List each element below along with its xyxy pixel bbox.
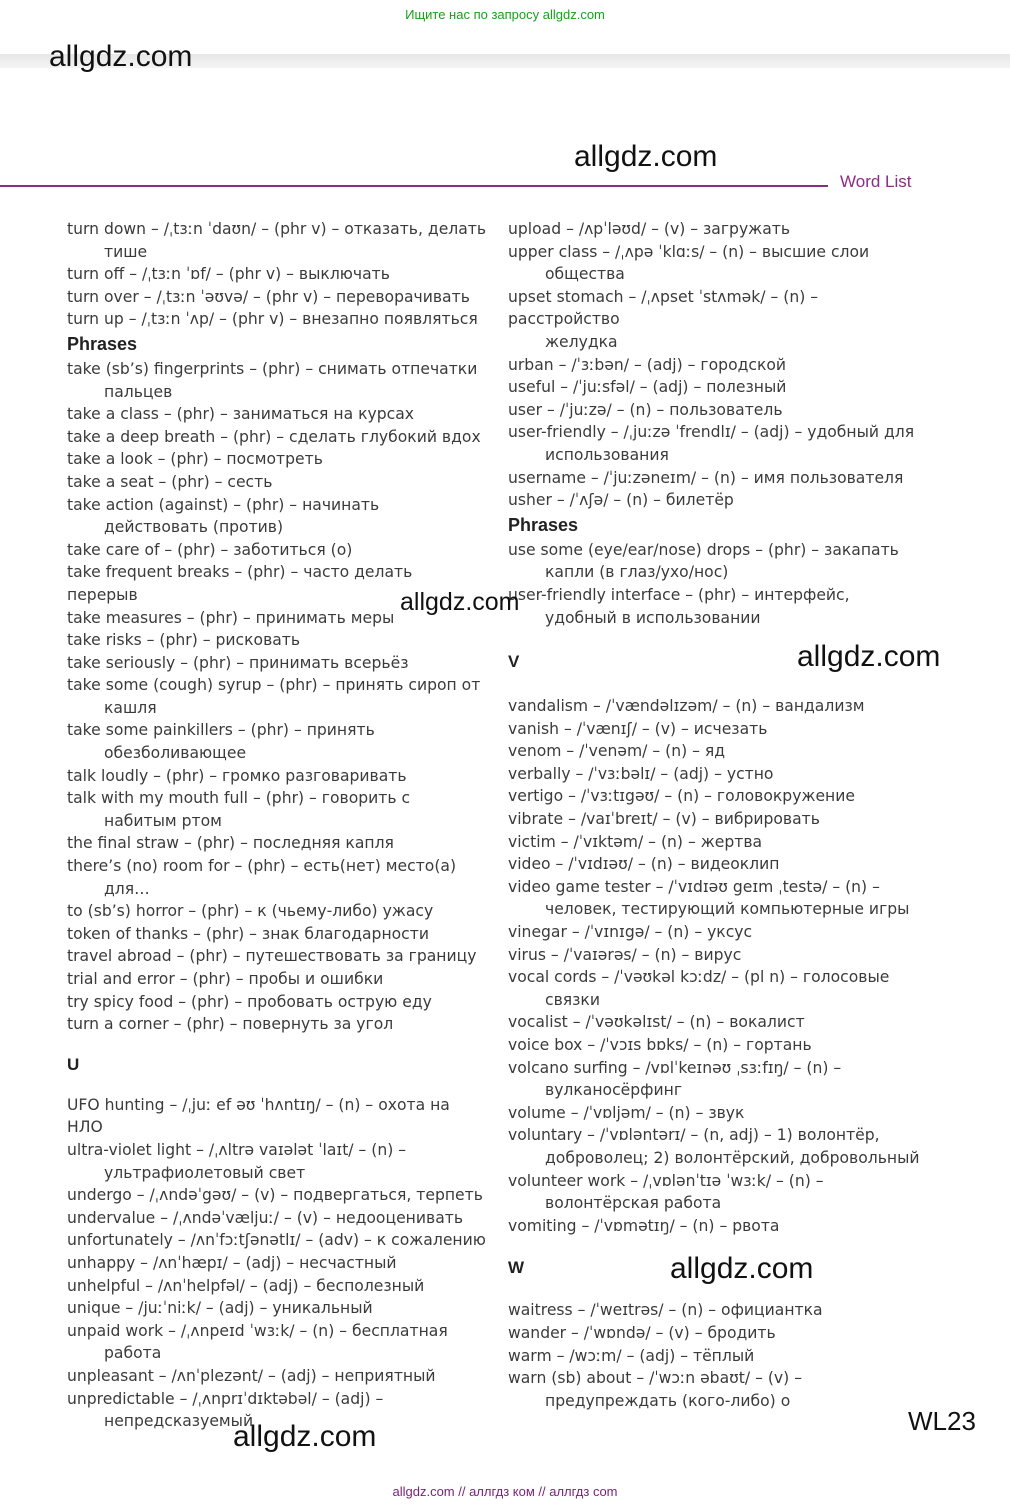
entry-text: take a look – (phr) – посмотреть (67, 450, 323, 469)
entry-text: waitress – /ˈweɪtrəs/ – (n) – официантка (508, 1301, 823, 1320)
entry-text: UFO hunting – /ˌjuː ef əʊ ˈhʌntɪŋ/ – (n) – охота на НЛО (67, 1095, 450, 1137)
word-entry (67, 539, 487, 562)
entry-text: upset stomach – /ˌʌpset ˈstʌmək/ – (n) – расстройство (508, 287, 819, 329)
entry-text: vibrate – /vaɪˈbreɪt/ – (v) – вибрировать (508, 810, 820, 829)
page-number: WL23 (908, 1406, 976, 1436)
word-entry (67, 787, 487, 832)
word-entry (67, 765, 487, 788)
word-entry (508, 376, 928, 399)
entry-text: video game tester – /ˈvɪdɪəʊ geɪm ˌtestə/ – (n) – (508, 877, 880, 896)
word-entry (67, 494, 487, 539)
entry-continuation: набитым ртом (104, 811, 222, 830)
right-column (508, 218, 928, 1412)
entry-text: take care of – (phr) – заботиться (о) (67, 540, 353, 559)
entry-text: take some painkillers – (phr) – принять (67, 721, 375, 740)
word-entry (508, 1170, 928, 1215)
entry-text: verbally – /ˈvɜːbəlɪ/ – (adj) – устно (508, 764, 774, 783)
entry-text: unfortunately – /ʌnˈfɔːtʃənətlɪ/ – (adv) – к сожалению (67, 1231, 486, 1250)
word-entry (67, 308, 487, 331)
word-entry (508, 853, 928, 876)
word-entry (508, 1299, 928, 1322)
watermark: allgdz.com (670, 1252, 814, 1285)
word-entry (67, 855, 487, 900)
entry-text: useful – /ˈjuːsfəl/ – (adj) – полезный (508, 378, 787, 397)
word-entry (508, 1102, 928, 1125)
spacer (67, 1036, 487, 1054)
watermark: allgdz.com (574, 140, 718, 173)
left-column (67, 218, 487, 1433)
entry-text: undergo – /ˌʌndəˈgəʊ/ – (v) – подвергаться, терпеть (67, 1186, 483, 1205)
entry-text: there’s (no) room for – (phr) – есть(нет) место(а) (67, 857, 457, 876)
word-entry (508, 966, 928, 1011)
entry-text: voice box – /ˈvɔɪs bɒks/ – (n) – гортань (508, 1036, 812, 1054)
entry-continuation: обезболивающее (104, 744, 247, 763)
word-entry (508, 718, 928, 741)
entry-continuation: вулканосёрфинг (545, 1081, 683, 1100)
section-title: Word List (840, 172, 912, 191)
word-entry (508, 808, 928, 831)
entry-text: talk loudly – (phr) – громко разговаривать (67, 766, 407, 785)
word-entry (508, 1322, 928, 1345)
entry-text: take risks – (phr) – рисковать (67, 631, 301, 650)
word-entry (67, 719, 487, 764)
entry-continuation: пальцев (104, 382, 173, 401)
entry-text: victim – /ˈvɪktəm/ – (n) – жертва (508, 832, 763, 851)
watermark: allgdz.com (49, 40, 193, 73)
entry-text: user-friendly interface – (phr) – интерфейс, (508, 585, 850, 604)
entry-text: user – /ˈjuːzə/ – (n) – пользователь (508, 400, 783, 419)
word-entry (508, 921, 928, 944)
entry-text: warn (sb) about – /ˈwɔːn əbaʊt/ – (v) – (508, 1369, 802, 1388)
entry-text: ultra-violet light – /ˌʌltrə vaɪələt ˈlaɪt/ – (n) – (67, 1140, 407, 1159)
word-entry (508, 218, 928, 241)
entry-continuation: капли (в глаз/ухо/нос) (545, 563, 729, 582)
entry-text: take a deep breath – (phr) – сделать глубокий вдох (67, 427, 481, 446)
word-entry (67, 629, 487, 652)
entry-text: turn off – /ˌtɜːn ˈɒf/ – (phr v) – выключать (67, 265, 390, 284)
entry-text: the final straw – (phr) – последняя капля (67, 834, 394, 853)
watermark: allgdz.com (233, 1420, 377, 1453)
word-entry (508, 354, 928, 377)
entry-text: take action (against) – (phr) – начинать (67, 495, 380, 514)
phrases-heading: Phrases (67, 333, 138, 354)
spacer (67, 1076, 487, 1094)
phrases-heading: Phrases (508, 514, 579, 535)
word-entry (67, 1013, 487, 1036)
entry-continuation: связки (545, 990, 600, 1009)
word-entry (508, 241, 928, 286)
letter-heading-w: W (508, 1258, 525, 1278)
word-entry (508, 1057, 928, 1102)
entry-continuation: волонтёрская работа (545, 1194, 722, 1213)
entry-text: voluntary – /ˈvɒləntərɪ/ – (n, adj) – 1) волонтёр, (508, 1126, 880, 1145)
entry-text: upper class – /ˌʌpə ˈklɑːs/ – (n) – высшие слои (508, 242, 870, 261)
word-entry (67, 1275, 487, 1298)
entry-text: to (sb’s) horror – (phr) – к (чьему-либо) ужасу (67, 902, 434, 921)
letter-heading-u: U (67, 1054, 80, 1074)
entry-text: upload – /ʌpˈləʊd/ – (v) – загружать (508, 220, 791, 238)
word-entry (508, 286, 928, 354)
word-entry (67, 832, 487, 855)
word-entry (67, 1139, 487, 1184)
word-entry (67, 1094, 487, 1139)
word-entry (508, 399, 928, 422)
entry-continuation: ультрафиолетовый свет (104, 1163, 306, 1182)
entry-text: take a seat – (phr) – сесть (67, 472, 273, 491)
entry-text: travel abroad – (phr) – путешествовать за границу (67, 947, 477, 966)
word-entry (67, 286, 487, 309)
word-entry (67, 652, 487, 675)
entry-text: vinegar – /ˈvɪnɪgə/ – (n) – уксус (508, 923, 753, 942)
entry-text: video – /ˈvɪdɪəʊ/ – (n) – видеоклип (508, 855, 780, 874)
entry-continuation: использования (545, 445, 669, 464)
entry-text: volunteer work – /ˌvɒlənˈtɪə ˈwɜːk/ – (n) – (508, 1171, 824, 1190)
entry-text: unhelpful – /ʌnˈhelpfəl/ – (adj) – бесполезный (67, 1276, 425, 1295)
word-entry (508, 831, 928, 854)
entry-continuation: непредсказуемый (104, 1412, 254, 1431)
word-entry (67, 1297, 487, 1320)
word-entry (67, 263, 487, 286)
word-entry (508, 1345, 928, 1368)
word-entry (67, 1365, 487, 1388)
entry-text: vomiting – /ˈvɒmətɪŋ/ – (n) – рвота (508, 1216, 780, 1235)
entry-text: warm – /wɔːm/ – (adj) – тёплый (508, 1346, 755, 1365)
word-entry (508, 1034, 928, 1057)
entry-text: usher – /ˈʌʃə/ – (n) – билетёр (508, 491, 734, 510)
entry-continuation: доброволец; 2) волонтёрский, добровольный (545, 1148, 920, 1167)
watermark: allgdz.com (797, 640, 941, 673)
entry-text: undervalue – /ˌʌndəˈvæljuː/ – (v) – недооценивать (67, 1208, 464, 1227)
word-entry (508, 1124, 928, 1169)
word-entry (508, 740, 928, 763)
word-entry (67, 945, 487, 968)
word-entry (67, 1207, 487, 1230)
word-entry (67, 1252, 487, 1275)
entry-text: user-friendly – /ˌjuːzə ˈfrendlɪ/ – (adj) – удобный для (508, 423, 915, 442)
spacer (508, 673, 928, 695)
word-entry (67, 900, 487, 923)
word-entry (67, 448, 487, 471)
word-entry (67, 674, 487, 719)
word-entry (67, 991, 487, 1014)
entry-text: try spicy food – (phr) – пробовать острую еду (67, 992, 432, 1011)
entry-text: username – /ˈjuːzəneɪm/ – (n) – имя пользователя (508, 468, 904, 487)
entry-text: turn a corner – (phr) – повернуть за угол (67, 1015, 394, 1034)
word-entry (67, 1184, 487, 1207)
word-entry (508, 763, 928, 786)
word-entry (67, 923, 487, 946)
word-entry (508, 584, 928, 629)
entry-text: take frequent breaks – (phr) – часто делать перерыв (67, 563, 413, 604)
entry-text: take some (cough) syrup – (phr) – принять сироп от (67, 676, 481, 695)
word-entry (508, 1011, 928, 1034)
word-entry (67, 358, 487, 403)
entry-continuation: желудка (545, 332, 618, 351)
word-entry (508, 1215, 928, 1238)
entry-text: urban – /ˈɜːbən/ – (adj) – городской (508, 355, 787, 374)
word-entry (508, 467, 928, 490)
entry-text: take (sb’s) fingerprints – (phr) – снимать отпечатки (67, 359, 478, 378)
top-search-note: Ищите нас по запросу allgdz.com (405, 7, 605, 22)
entry-text: turn up – /ˌtɜːn ˈʌp/ – (phr v) – внезапно появляться (67, 310, 478, 329)
entry-text: unpaid work – /ˌʌnpeɪd ˈwɜːk/ – (n) – бесплатная (67, 1321, 448, 1340)
entry-continuation: кашля (104, 698, 157, 717)
entry-text: wander – /ˈwɒndə/ – (v) – бродить (508, 1323, 776, 1342)
entry-continuation: работа (104, 1344, 162, 1363)
entry-text: unpleasant – /ʌnˈplezənt/ – (adj) – неприятный (67, 1366, 436, 1385)
entry-text: trial and error – (phr) – пробы и ошибки (67, 970, 384, 988)
entry-text: volcano surfing – /vɒlˈkeɪnəʊ ˌsɜːfɪŋ/ – (n) – (508, 1058, 842, 1077)
word-entry (67, 426, 487, 449)
entry-continuation: предупреждать (кого-либо) о (545, 1391, 791, 1410)
word-entry (508, 421, 928, 466)
entry-continuation: удобный в использовании (545, 608, 761, 627)
entry-text: vertigo – /ˈvɜːtɪgəʊ/ – (n) – головокружение (508, 787, 855, 806)
entry-text: venom – /ˈvenəm/ – (n) – яд (508, 742, 726, 761)
footer-links[interactable]: allgdz.com // аллгдз ком // аллгдз com (392, 1484, 618, 1499)
entry-continuation: действовать (против) (104, 518, 284, 537)
entry-text: unhappy – /ʌnˈhæpɪ/ – (adj) – несчастный (67, 1253, 397, 1272)
entry-text: take measures – (phr) – принимать меры (67, 608, 395, 627)
entry-text: vandalism – /ˈvændəlɪzəm/ – (n) – вандализм (508, 697, 865, 716)
word-entry (508, 944, 928, 967)
letter-heading-v: V (508, 652, 520, 672)
word-entry (508, 876, 928, 921)
entry-continuation: человек, тестирующий компьютерные игры (545, 900, 910, 919)
word-entry (67, 471, 487, 494)
word-entry (67, 1320, 487, 1365)
entry-text: virus – /ˈvaɪərəs/ – (n) – вирус (508, 945, 742, 964)
entry-text: volume – /ˈvɒljəm/ – (n) – звук (508, 1103, 745, 1122)
word-entry (508, 489, 928, 512)
header-rule (0, 185, 828, 187)
word-entry (508, 785, 928, 808)
entry-text: take a class – (phr) – заниматься на курсах (67, 405, 414, 424)
entry-text: vocal cords – /ˈvəʊkəl kɔːdz/ – (pl n) – голосовые (508, 968, 890, 987)
entry-text: vanish – /ˈvænɪʃ/ – (v) – исчезать (508, 719, 768, 738)
entry-text: unique – /juːˈniːk/ – (adj) – уникальный (67, 1299, 373, 1318)
entry-text: take seriously – (phr) – принимать всерьёз (67, 653, 409, 672)
word-entry (508, 539, 928, 584)
entry-text: turn over – /ˌtɜːn ˈəʊvə/ – (phr v) – переворачивать (67, 287, 470, 306)
watermark: allgdz.com (400, 588, 520, 616)
entry-text: vocalist – /ˈvəʊkəlɪst/ – (n) – вокалист (508, 1013, 805, 1032)
entry-text: use some (eye/ear/nose) drops – (phr) – закапать (508, 540, 899, 559)
word-entry (67, 403, 487, 426)
entry-text: token of thanks – (phr) – знак благодарности (67, 924, 429, 943)
entry-text: turn down – /ˌtɜːn ˈdaʊn/ – (phr v) – отказать, делать (67, 220, 487, 238)
word-entry (67, 1229, 487, 1252)
word-entry (67, 968, 487, 991)
entry-continuation: для… (104, 879, 150, 898)
entry-text: unpredictable – /ˌʌnprɪˈdɪktəbəl/ – (adj) – (67, 1389, 384, 1408)
word-entry (508, 695, 928, 718)
word-entry (67, 218, 487, 263)
entry-continuation: тише (104, 242, 148, 261)
entry-continuation: общества (545, 265, 625, 284)
word-entry (508, 1367, 928, 1412)
entry-text: talk with my mouth full – (phr) – говорить с (67, 789, 411, 808)
